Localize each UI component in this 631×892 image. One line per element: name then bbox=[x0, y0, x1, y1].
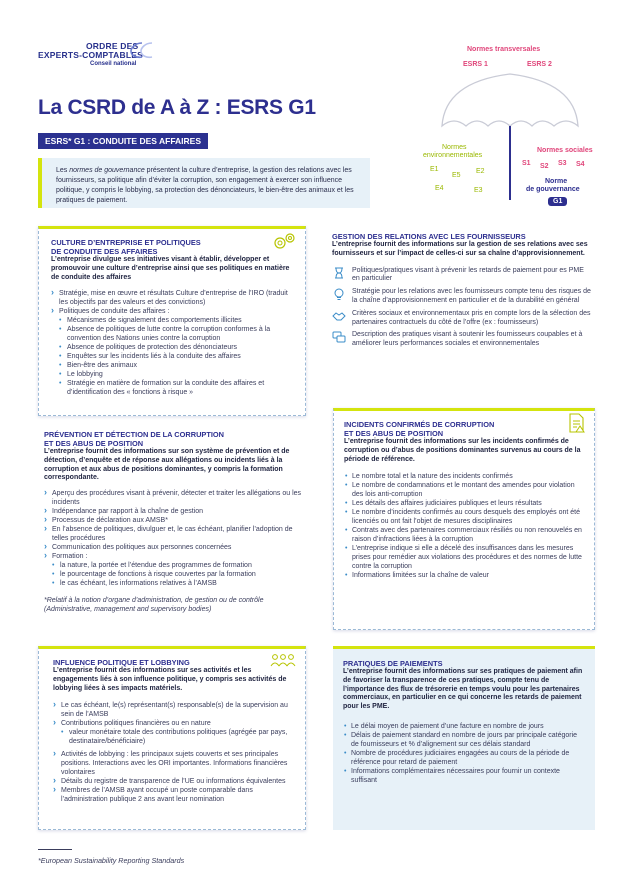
gov-code-badge: G1 bbox=[548, 197, 567, 206]
list-item: • L’entreprise indique si elle a décelé des insuffisances dans les mesures prises pour remédier aux violations des procédures et des normes de lutte contre la corruption bbox=[344, 544, 582, 571]
suppliers-title: GESTION DES RELATIONS AVEC LES FOURNISSEURS bbox=[332, 232, 526, 241]
social-code-s3: S3 bbox=[558, 160, 567, 167]
list-item: • Le nombre total et la nature des incidents confirmés bbox=[344, 472, 582, 481]
intro-text: Les normes de gouvernance présentent la culture d’entreprise, la gestion des relations avec les fournisseurs, sa politique afin d’éviter la corruption, son engagement à exercer son influence politique, y compris le lobbying, sa protection des dénonciateurs, le bien-être des animaux et les pratiques de paiement. bbox=[42, 158, 370, 208]
social-code-s2: S2 bbox=[540, 163, 549, 170]
list-item: • Le nombre de condamnations et le montant des amendes pour violation des lois anti-corruption bbox=[344, 481, 582, 499]
suppliers-lead: L’entreprise fournit des informations sur la gestion de ses relations avec ses fournisseurs et sur l’impact de celles-ci sur sa chaîne d’approvisionnement. bbox=[332, 241, 588, 257]
incidents-lead: L’entreprise fournit des informations sur les incidents confirmés de corruption ou d’abus de positions dominantes survenus au cours de la période de référence. bbox=[344, 438, 581, 463]
payment-title: PRATIQUES DE PAIEMENTS bbox=[343, 659, 443, 668]
umbrella-canopy bbox=[442, 74, 578, 126]
list-item: • le cas échéant, les informations relatives à l’AMSB bbox=[44, 579, 302, 588]
list-item: • Enquêtes sur les incidents liés à la conduite des affaires bbox=[51, 352, 297, 361]
gov-title-2: de gouvernance bbox=[526, 186, 580, 193]
env-code-e1: E1 bbox=[430, 166, 439, 173]
social-title: Normes sociales bbox=[537, 147, 593, 154]
env-title-1: Normes bbox=[442, 144, 467, 151]
incidents-card bbox=[333, 408, 595, 630]
handshake-icon bbox=[332, 310, 346, 322]
list-item: • le pourcentage de fonctions à risque couvertes par la formation bbox=[44, 570, 302, 579]
list-item: • Contrats avec des partenaires commerciaux résiliés ou non renouvelés en raison d’infractions liées à la corruption bbox=[344, 526, 582, 544]
list-item: • Bien-être des animaux bbox=[51, 361, 297, 370]
list-item: • Absence de politiques de lutte contre la corruption conformes à la convention des Nations unies contre la corruption bbox=[51, 325, 297, 343]
footnote: *European Sustainability Reporting Standards bbox=[38, 856, 185, 865]
document-warning-icon bbox=[568, 413, 586, 433]
list-item: • Informations limitées sur la chaîne de valeur bbox=[344, 571, 582, 580]
env-code-e4: E4 bbox=[435, 185, 444, 192]
list-item: • Informations complémentaires nécessaires pour fournir un contexte suffisant bbox=[343, 767, 583, 785]
payment-card bbox=[333, 646, 595, 830]
list-item: • la nature, la portée et l’étendue des programmes de formation bbox=[44, 561, 302, 570]
culture-title-2: DE CONDUITE DES AFFAIRES bbox=[51, 247, 158, 256]
list-item: • Absence de politiques de protection des dénonciateurs bbox=[51, 343, 297, 352]
influence-list-b bbox=[53, 750, 295, 804]
payment-list bbox=[343, 722, 583, 785]
list-item: • valeur monétaire totale des contributions politiques (agrégée par pays, destinataire/bénéficiaire) bbox=[53, 728, 295, 746]
incidents-title-1: INCIDENTS CONFIRMÉS DE CORRUPTION bbox=[344, 420, 495, 429]
prevention-title-2: ET DES ABUS DE POSITION bbox=[44, 439, 144, 448]
list-item: • Délais de paiement standard en nombre de jours par principale catégorie de fournisseurs et % d’alignement sur ces délais standard bbox=[343, 731, 583, 749]
logo-line-1: ORDRE DES bbox=[86, 41, 139, 51]
payment-lead: L’entreprise fournit des informations sur ses pratiques de paiement afin de favoriser la transparence de ces pratiques, compte tenu de l’importance des flux de trésorerie en temps voulu pour les partenaires commerciaux, en particulier en ce qui concerne les retards de paiement pour les PME. bbox=[343, 668, 583, 711]
list-item: › Contributions politiques financières ou en nature bbox=[53, 719, 295, 728]
prevention-note: *Relatif à la notion d’organe d’administration, de gestion ou de contrôle (Administrative, management and supervisory bodies) bbox=[44, 597, 264, 614]
umbrella-diagram bbox=[420, 60, 600, 220]
prevention-section bbox=[38, 430, 306, 614]
culture-sublist bbox=[51, 316, 297, 397]
page-title: La CSRD de A à Z : ESRS G1 bbox=[38, 96, 316, 119]
list-item: › En l’absence de politiques, divulguer et, le cas échéant, planifier l’adoption de telles procédures bbox=[44, 525, 302, 543]
influence-list-a bbox=[53, 701, 295, 728]
gears-icon bbox=[271, 232, 297, 250]
influence-card bbox=[38, 646, 306, 830]
culture-lead: L’entreprise divulgue ses initiatives visant à établir, développer et promouvoir une culture d’entreprise ainsi que ses politiques en matière de conduite des affaires bbox=[51, 256, 290, 281]
env-code-e5: E5 bbox=[452, 172, 461, 179]
env-title-2: environnementales bbox=[423, 152, 483, 159]
list-item: › Communication des politiques aux personnes concernées bbox=[44, 543, 302, 552]
prevention-sublist bbox=[44, 561, 302, 588]
list-item: • Stratégie en matière de formation sur la conduite des affaires et d’identification des « fonctions à risque » bbox=[51, 379, 297, 397]
transversal-title: Normes transversales bbox=[467, 46, 541, 53]
esrs1-label: ESRS 1 bbox=[463, 61, 488, 68]
list-item: • Le nombre d’incidents confirmés au cours desquels des employés ont été licenciés ou ont fait l’objet de mesures disciplinaires bbox=[344, 508, 582, 526]
chat-bubbles-icon bbox=[332, 331, 346, 343]
incidents-list bbox=[344, 472, 582, 580]
hourglass-icon bbox=[332, 267, 346, 279]
list-item: › Indépendance par rapport à la chaîne de gestion bbox=[44, 507, 302, 516]
influence-lead: L’entreprise fournit des informations sur ses activités et les engagements liés à son influence politique, y compris ses activités de lobbying liées à ses impacts matériels. bbox=[53, 667, 287, 692]
prevention-list bbox=[44, 489, 302, 561]
list-item: › Aperçu des procédures visant à prévenir, détecter et traiter les allégations ou les incidents bbox=[44, 489, 302, 507]
culture-title-1: CULTURE D’ENTREPRISE ET POLITIQUES bbox=[51, 238, 201, 247]
list-item: › Politiques de conduite des affaires : bbox=[51, 307, 297, 316]
env-code-e3: E3 bbox=[474, 187, 483, 194]
suppliers-section bbox=[326, 232, 596, 353]
list-item: › Le cas échéant, le(s) représentant(s) responsable(s) de la supervision au sein de l’AMSB bbox=[53, 701, 295, 719]
footnote-rule bbox=[38, 849, 72, 850]
supplier-item: Critères sociaux et environnementaux pris en compte lors de la sélection des partenaires contractuels du côté de l’offre (ex : fournisseurs) bbox=[332, 310, 592, 328]
supplier-item: Politiques/pratiques visant à prévenir les retards de paiement pour es PME en particulier bbox=[332, 267, 592, 285]
people-group-icon bbox=[269, 653, 297, 667]
list-item: › Stratégie, mise en œuvre et résultats Culture d’entreprise de l’IRO (traduit les objectifs par des valeurs et des convictions) bbox=[51, 289, 297, 307]
list-item: • Les détails des affaires judiciaires publiques et leurs résultats bbox=[344, 499, 582, 508]
prevention-title-1: PRÉVENTION ET DÉTECTION DE LA CORRUPTION bbox=[44, 430, 224, 439]
list-item: › Membres de l’AMSB ayant occupé un poste comparable dans l’administration publique 2 ans avant leur nomination bbox=[53, 786, 295, 804]
list-item: • Nombre de procédures judiciaires engagées au cours de la période de référence pour retard de paiement bbox=[343, 749, 583, 767]
gov-title-1: Norme bbox=[545, 178, 568, 185]
env-code-e2: E2 bbox=[476, 168, 485, 175]
social-code-s4: S4 bbox=[576, 161, 585, 168]
influence-sublist bbox=[53, 728, 295, 746]
influence-title: INFLUENCE POLITIQUE ET LOBBYING bbox=[53, 658, 190, 667]
incidents-title-2: ET DES ABUS DE POSITION bbox=[344, 429, 444, 438]
list-item: • Mécanismes de signalement des comportements illicites bbox=[51, 316, 297, 325]
list-item: › Détails du registre de transparence de l’UE ou informations équivalentes bbox=[53, 777, 295, 786]
esrs2-label: ESRS 2 bbox=[527, 61, 552, 68]
supplier-item: Stratégie pour les relations avec les fournisseurs compte tenu des risques de la chaîne d’approvisionnement en particulier et de la durabilité en général bbox=[332, 288, 592, 306]
social-code-s1: S1 bbox=[522, 160, 531, 167]
logo-line-3: Conseil national bbox=[90, 61, 137, 67]
section-band: ESRS* G1 : CONDUITE DES AFFAIRES bbox=[38, 133, 208, 149]
list-item: • Le lobbying bbox=[51, 370, 297, 379]
list-item: • Le délai moyen de paiement d’une facture en nombre de jours bbox=[343, 722, 583, 731]
logo-line-2: EXPERTS-COMPTABLES bbox=[38, 50, 143, 60]
culture-list bbox=[51, 289, 297, 316]
lightbulb-icon bbox=[332, 288, 346, 300]
list-item: › Activités de lobbying : les principaux sujets couverts et ses principales positions. Interactions avec les ORI importantes. Informations financières volontaires bbox=[53, 750, 295, 777]
logo-mark-icon bbox=[128, 41, 158, 59]
culture-card bbox=[38, 226, 306, 416]
prevention-lead: L’entreprise fournit des informations sur son système de prévention et de détection, d’enquête et de réponse aux allégations ou incidents liés à la corruption et aux abus de positions dominantes, y compris la formation correspondante. bbox=[44, 448, 290, 482]
supplier-item: Description des pratiques visant à soutenir les fournisseurs coupables et à améliorer leurs performances sociales et environnementales bbox=[332, 331, 592, 349]
list-item: › Processus de déclaration aux AMSB* bbox=[44, 516, 302, 525]
list-item: › Formation : bbox=[44, 552, 302, 561]
